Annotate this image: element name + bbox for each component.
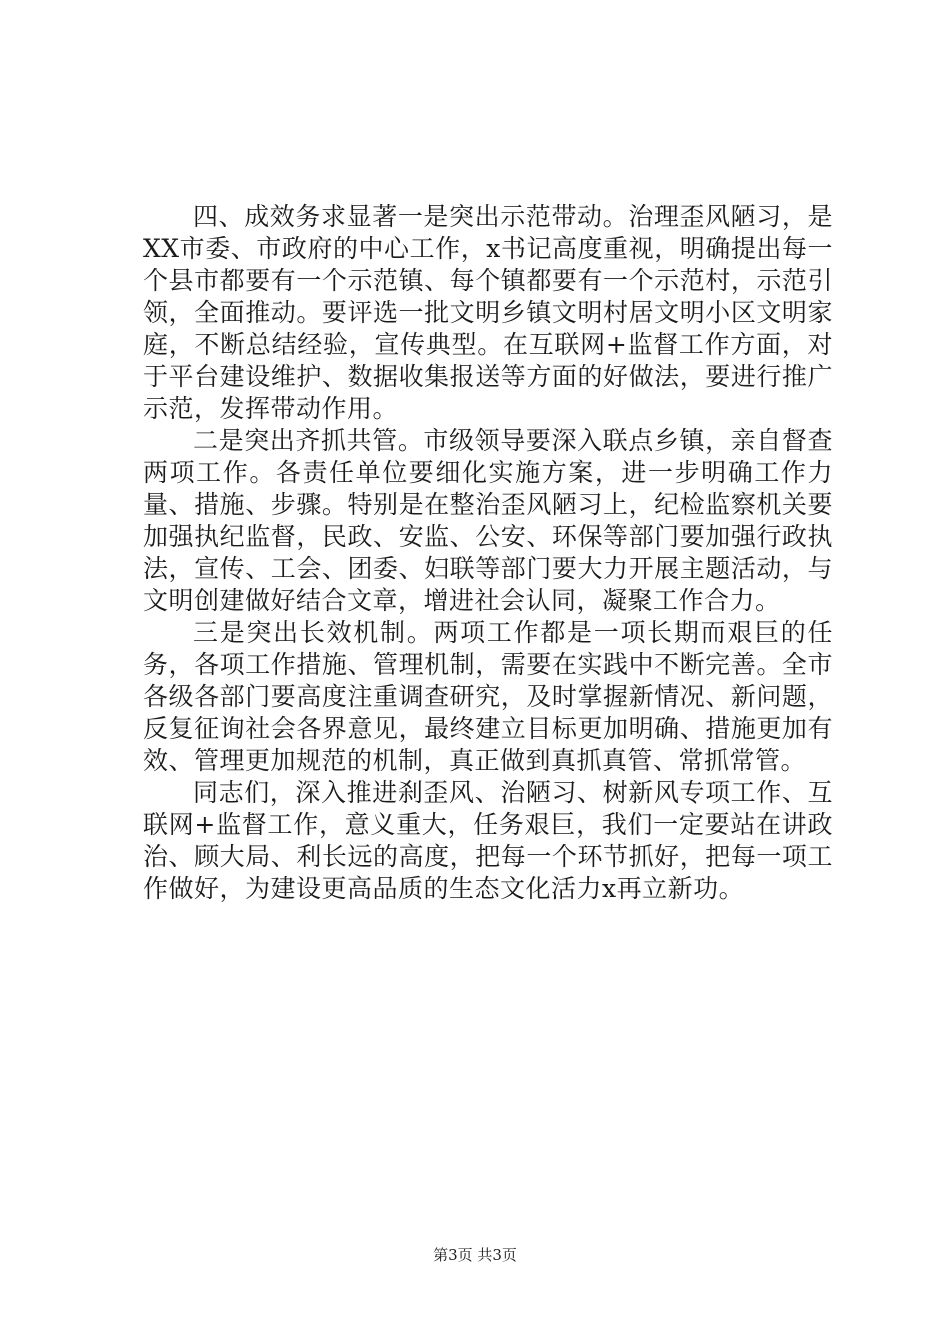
paragraph: 三是突出长效机制。两项工作都是一项长期而艰巨的任务，各项工作措施、管理机制，需要在实践中不断完善。全市各级各部门要高度注重调查研究，及时掌握新情况、新问题，反复征询社会各界意见，最终建立目标更加明确、措施更加有效、管理更加规范的机制，真正做到真抓真管、常抓常管。 — [143, 618, 833, 775]
paragraph: 同志们，深入推进刹歪风、治陋习、树新风专项工作、互联网+监督工作，意义重大，任务艰巨，我们一定要站在讲政治、顾大局、利长远的高度，把每一个环节抓好，把每一项工作做好，为建设更高品质的生态文化活力x再立新功。 — [143, 778, 833, 903]
page-number: 第3页 共3页 — [433, 1246, 517, 1264]
paragraph: 二是突出齐抓共管。市级领导要深入联点乡镇，亲自督查两项工作。各责任单位要细化实施方案，进一步明确工作力量、措施、步骤。特别是在整治歪风陋习上，纪检监察机关要加强执纪监督，民政、安监、公安、环保等部门要加强行政执法，宣传、工会、团委、妇联等部门要大力开展主题活动，与文明创建做好结合文章，增进社会认同，凝聚工作合力。 — [143, 426, 833, 615]
document-body — [143, 201, 833, 905]
paragraph: 四、成效务求显著一是突出示范带动。治理歪风陋习，是XX市委、市政府的中心工作，x书记高度重视，明确提出每一个县市都要有一个示范镇、每个镇都要有一个示范村，示范引领，全面推动。要评选一批文明乡镇文明村居文明小区文明家庭，不断总结经验，宣传典型。在互联网+监督工作方面，对于平台建设维护、数据收集报送等方面的好做法，要进行推广示范，发挥带动作用。 — [143, 202, 833, 423]
